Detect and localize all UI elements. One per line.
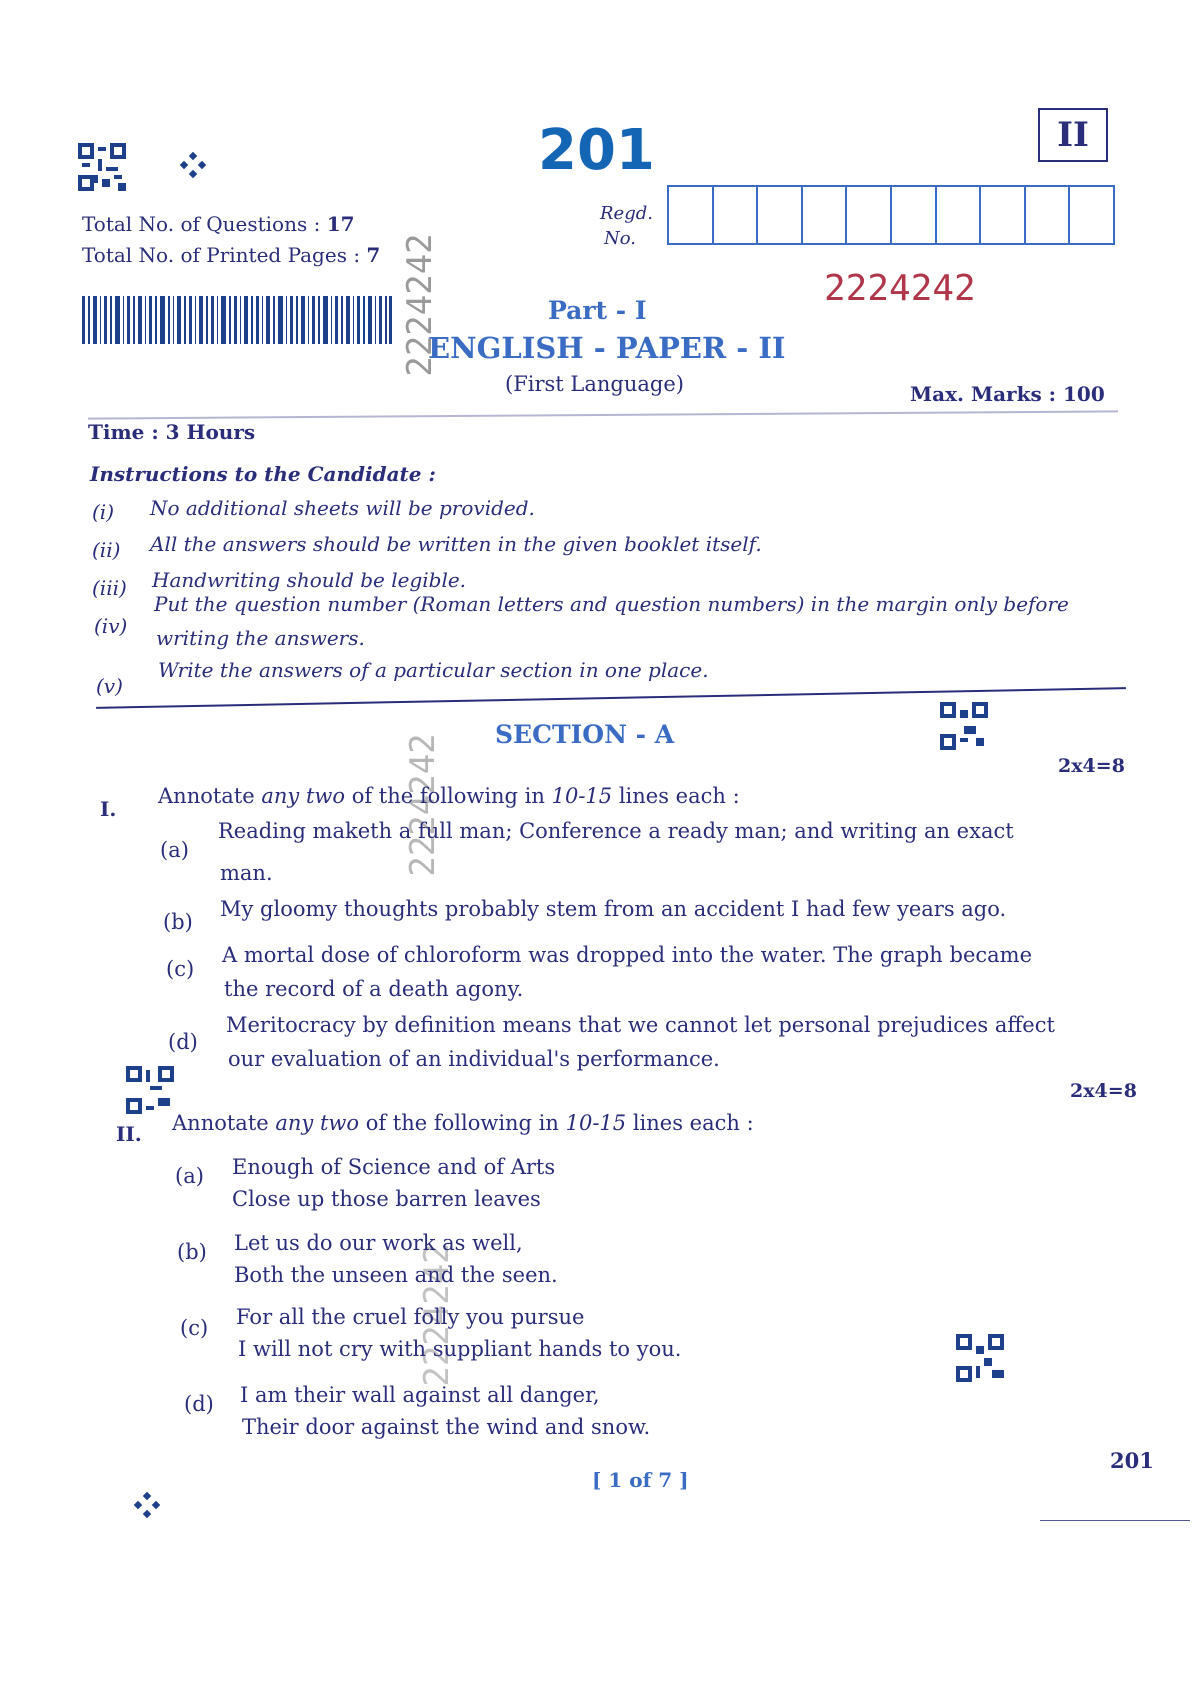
q1-item-label: (b) bbox=[163, 910, 193, 934]
regd-label: Regd. bbox=[600, 203, 653, 224]
q1-number: I. bbox=[100, 797, 117, 821]
qr-code-icon bbox=[940, 702, 988, 750]
q2-item-text-cont: I will not cry with suppliant hands to you. bbox=[238, 1337, 682, 1361]
q2-item-text: I am their wall against all danger, bbox=[240, 1383, 600, 1407]
q1-item-text: Reading maketh a full man; Conference a ready man; and writing an exact bbox=[218, 819, 1014, 843]
q1-item-text: My gloomy thoughts probably stem from an accident I had few years ago. bbox=[220, 897, 1007, 921]
instruction-text-cont: writing the answers. bbox=[156, 626, 365, 650]
reg-cell[interactable] bbox=[1026, 187, 1071, 243]
footer-code: 201 bbox=[1110, 1448, 1154, 1473]
part-title: Part - I bbox=[548, 296, 647, 325]
instruction-text: All the answers should be written in the given booklet itself. bbox=[150, 532, 762, 556]
total-questions: Total No. of Questions : 17 bbox=[82, 212, 355, 236]
diamond-dots-icon bbox=[178, 150, 208, 180]
q2-prompt: Annotate any two of the following in 10-15 lines each : bbox=[172, 1111, 754, 1135]
qr-code-icon bbox=[956, 1334, 1004, 1382]
q2-item-label: (a) bbox=[175, 1164, 204, 1188]
language-subtitle: (First Language) bbox=[505, 372, 684, 396]
page-number: [ 1 of 7 ] bbox=[592, 1468, 689, 1492]
subject-title: ENGLISH - PAPER - II bbox=[428, 331, 786, 365]
q1-item-label: (d) bbox=[168, 1030, 198, 1054]
q2-item-text: For all the cruel folly you pursue bbox=[236, 1305, 585, 1329]
barcode-icon bbox=[82, 296, 392, 344]
reg-cell[interactable] bbox=[714, 187, 759, 243]
reg-cell[interactable] bbox=[758, 187, 803, 243]
reg-cell[interactable] bbox=[847, 187, 892, 243]
vertical-serial-stamp-3: 2224242 bbox=[417, 1243, 457, 1387]
section-title: SECTION - A bbox=[495, 720, 675, 749]
q2-item-label: (b) bbox=[177, 1240, 207, 1264]
max-marks: Max. Marks : 100 bbox=[910, 382, 1105, 406]
q1-marks: 2x4=8 bbox=[1058, 755, 1125, 777]
registration-number-boxes[interactable] bbox=[667, 185, 1115, 245]
reg-cell[interactable] bbox=[803, 187, 848, 243]
reg-cell[interactable] bbox=[981, 187, 1026, 243]
instruction-text: Handwriting should be legible. bbox=[152, 568, 467, 592]
q1-item-label: (c) bbox=[166, 957, 195, 981]
q2-item-text-cont: Both the unseen and the seen. bbox=[234, 1263, 558, 1287]
instruction-num: (v) bbox=[96, 674, 123, 698]
q2-number: II. bbox=[116, 1122, 142, 1146]
q1-item-text: Meritocracy by definition means that we cannot let personal prejudices affect bbox=[226, 1013, 1055, 1037]
time-label: Time : 3 Hours bbox=[88, 420, 256, 444]
q2-item-text-cont: Close up those barren leaves bbox=[232, 1187, 541, 1211]
q2-item-label: (d) bbox=[184, 1392, 214, 1416]
q2-item-text: Let us do our work as well, bbox=[234, 1231, 523, 1255]
q2-item-text: Enough of Science and of Arts bbox=[232, 1155, 556, 1179]
vertical-serial-stamp: 2224242 bbox=[400, 233, 440, 377]
q1-item-text-cont: our evaluation of an individual's performance. bbox=[228, 1047, 720, 1071]
instruction-text: Write the answers of a particular section in one place. bbox=[158, 658, 709, 682]
total-pages: Total No. of Printed Pages : 7 bbox=[82, 243, 381, 267]
q2-marks: 2x4=8 bbox=[1070, 1080, 1137, 1102]
vertical-serial-stamp-2: 2224242 bbox=[403, 733, 443, 877]
regd-no-label: No. bbox=[604, 228, 636, 249]
serial-number: 2224242 bbox=[824, 268, 976, 309]
instruction-num: (i) bbox=[92, 500, 115, 524]
q1-item-text-cont: the record of a death agony. bbox=[224, 977, 524, 1001]
qr-code-icon bbox=[78, 143, 126, 191]
q2-item-label: (c) bbox=[180, 1316, 209, 1340]
diamond-dots-icon bbox=[132, 1490, 162, 1520]
q2-item-text-cont: Their door against the wind and snow. bbox=[242, 1415, 651, 1439]
instruction-num: (iii) bbox=[92, 576, 127, 600]
instruction-text: Put the question number (Roman letters and question numbers) in the margin only before bbox=[154, 592, 1069, 616]
q1-item-text-cont: man. bbox=[220, 861, 273, 885]
footer-rule bbox=[1040, 1520, 1190, 1521]
instruction-num: (iv) bbox=[94, 614, 128, 638]
set-code-box: II bbox=[1038, 108, 1108, 162]
instructions-title: Instructions to the Candidate : bbox=[90, 462, 436, 486]
reg-cell[interactable] bbox=[1070, 187, 1113, 243]
header-divider bbox=[88, 410, 1118, 419]
paper-code: 201 bbox=[538, 118, 655, 183]
instruction-num: (ii) bbox=[92, 538, 121, 562]
instruction-text: No additional sheets will be provided. bbox=[150, 496, 535, 520]
reg-cell[interactable] bbox=[892, 187, 937, 243]
reg-cell[interactable] bbox=[937, 187, 982, 243]
reg-cell[interactable] bbox=[669, 187, 714, 243]
qr-code-icon bbox=[126, 1066, 174, 1114]
q1-item-text: A mortal dose of chloroform was dropped into the water. The graph became bbox=[222, 943, 1032, 967]
q1-prompt: Annotate any two of the following in 10-15 lines each : bbox=[158, 784, 740, 808]
q1-item-label: (a) bbox=[160, 838, 189, 862]
